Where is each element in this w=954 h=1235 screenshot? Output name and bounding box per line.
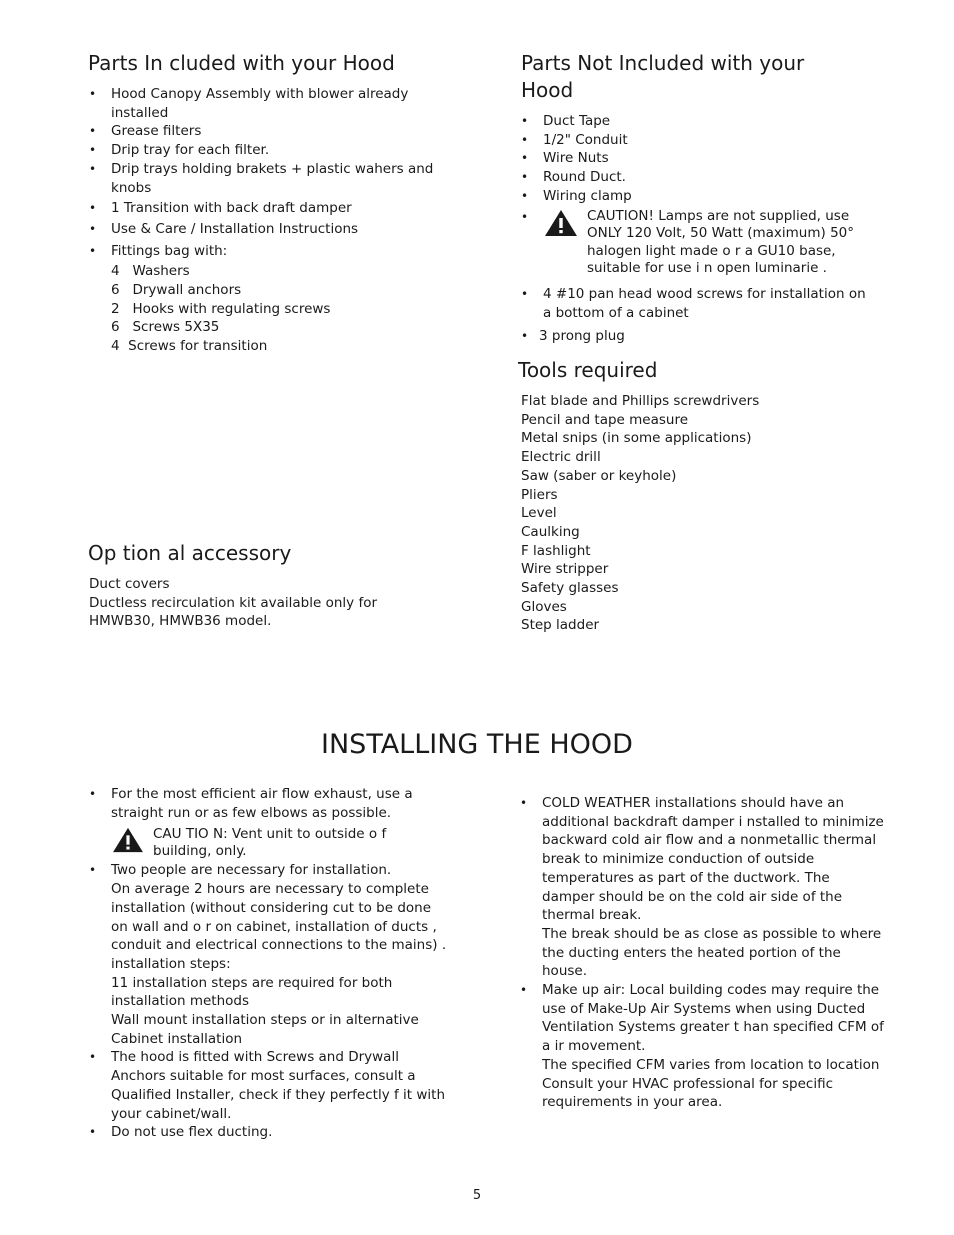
fitting-item: 6 Screws 5X35 xyxy=(111,319,220,336)
parts-included-heading: Parts In cluded with your Hood xyxy=(88,51,395,75)
list-item xyxy=(89,861,449,1048)
list-item xyxy=(520,794,885,981)
page-number: 5 xyxy=(472,1188,482,1203)
list-item: • Grease filters xyxy=(89,122,439,141)
list-item: • 3 prong plug xyxy=(521,327,876,346)
install-line: Wall mount installation steps or in alternative Cabinet installation xyxy=(111,1012,419,1047)
tool-item: Step ladder xyxy=(521,617,600,634)
list-item: • Duct Tape xyxy=(521,112,876,131)
warning-icon xyxy=(543,208,579,238)
list-item: • Wire Nuts xyxy=(521,149,876,168)
optional-accessory-heading: Op tion al accessory xyxy=(88,541,292,565)
list-item: • 1/2" Conduit xyxy=(521,131,876,150)
install-line: • COLD WEATHER installations should have an additional backdraft damper i nstalled to minimize backward cold air flow and a nonmetallic thermal break to minimize conduction of outside temperatures as part of the ductwork. The damper should be on the cold air side of the thermal break. xyxy=(542,795,884,924)
list-item xyxy=(521,208,876,278)
tool-item: Caulking xyxy=(521,523,580,540)
tool-item: Wire stripper xyxy=(521,561,609,578)
fitting-item: 4 Screws for transition xyxy=(111,338,268,355)
list-item: • For the most efficient air flow exhaust, use a straight run or as few elbows as possible. xyxy=(89,785,449,822)
list-item: • Drip trays holding brakets + plastic wahers and knobs xyxy=(89,160,439,197)
parts-not-included-list xyxy=(521,112,876,346)
fittings-list xyxy=(89,262,439,356)
parts-included-list xyxy=(89,85,439,260)
optional-line: Duct covers xyxy=(89,576,170,592)
tool-item: Safety glasses xyxy=(521,580,619,597)
tool-item: Level xyxy=(521,505,557,522)
vent-caution-text: CAU TIO N: Vent unit to outside o f building, only. xyxy=(153,826,387,859)
lamp-caution-text: • CAUTION! Lamps are not supplied, use ONLY 120 Volt, 50 Watt (maximum) 50° halogen light made o r a GU10 base, suitable for use i n open luminarie . xyxy=(587,207,855,277)
list-item: • 4 #10 pan head wood screws for installation on a bottom of a cabinet xyxy=(521,285,876,322)
tool-item: Pencil and tape measure xyxy=(521,411,689,428)
installing-title: INSTALLING THE HOOD xyxy=(321,729,633,760)
tool-item: F lashlight xyxy=(521,542,591,559)
install-line: installation steps: xyxy=(111,955,231,972)
install-line: • Make up air: Local building codes may require the use of Make-Up Air Systems when using Ducted Ventilation Systems greater t han specified CFM of a ir movement. xyxy=(542,982,884,1055)
fitting-item: 6 Drywall anchors xyxy=(111,282,242,299)
fitting-item: 2 Hooks with regulating screws xyxy=(111,300,331,317)
fitting-item: 4 Washers xyxy=(111,263,190,280)
installing-right-list xyxy=(520,794,885,1112)
parts-not-included-section xyxy=(521,112,876,346)
list-item: • Drip tray for each filter. xyxy=(89,141,439,160)
parts-included-section xyxy=(89,85,439,356)
list-item xyxy=(520,981,885,1112)
optional-accessory-section xyxy=(89,575,444,631)
installing-left-list-2 xyxy=(89,861,449,1142)
list-item: • Fittings bag with: xyxy=(89,242,439,261)
installing-right-column xyxy=(520,794,885,1112)
tool-item: Metal snips (in some applications) xyxy=(521,430,752,447)
list-item: • Round Duct. xyxy=(521,168,876,187)
list-item: • The hood is fitted with Screws and Drywall Anchors suitable for most surfaces, consult a Qualified Installer, check if they perfectly f it with your cabinet/wall. xyxy=(89,1048,449,1123)
tools-list xyxy=(521,392,821,635)
warning-icon xyxy=(111,826,145,854)
list-item: • Hood Canopy Assembly with blower already installed xyxy=(89,85,439,122)
install-line: The specified CFM varies from location to location Consult your HVAC professional for specific requirements in your area. xyxy=(542,1056,880,1111)
tools-required-heading: Tools required xyxy=(518,358,658,382)
tool-item: Gloves xyxy=(521,598,567,615)
install-line: 11 installation steps are required for both installation methods xyxy=(111,974,393,1010)
list-item: • Wiring clamp xyxy=(521,187,876,206)
installing-left-list xyxy=(89,785,449,822)
tool-item: Flat blade and Phillips screwdrivers xyxy=(521,393,760,409)
vent-caution xyxy=(111,826,449,859)
tool-item: Electric drill xyxy=(521,449,601,466)
install-line: • Two people are necessary for installation. xyxy=(111,862,392,879)
tool-item: Saw (saber or keyhole) xyxy=(521,467,677,484)
tool-item: Pliers xyxy=(521,486,558,503)
list-item: • Do not use flex ducting. xyxy=(89,1123,449,1142)
install-line: On average 2 hours are necessary to complete installation (without considering cut to be done on wall and o r on cabinet, installation of ducts , conduit and electrical connections to the mains) . xyxy=(111,881,447,954)
list-item: • 1 Transition with back draft damper xyxy=(89,199,439,218)
installing-left-column xyxy=(89,785,449,1142)
parts-not-included-heading: Parts Not Included with your Hood xyxy=(521,51,805,102)
list-item: • Use & Care / Installation Instructions xyxy=(89,220,439,239)
install-line: The break should be as close as possible to where the ducting enters the heated portion of the house. xyxy=(542,925,882,980)
optional-line: Ductless recirculation kit available only for HMWB30, HMWB36 model. xyxy=(89,594,378,630)
